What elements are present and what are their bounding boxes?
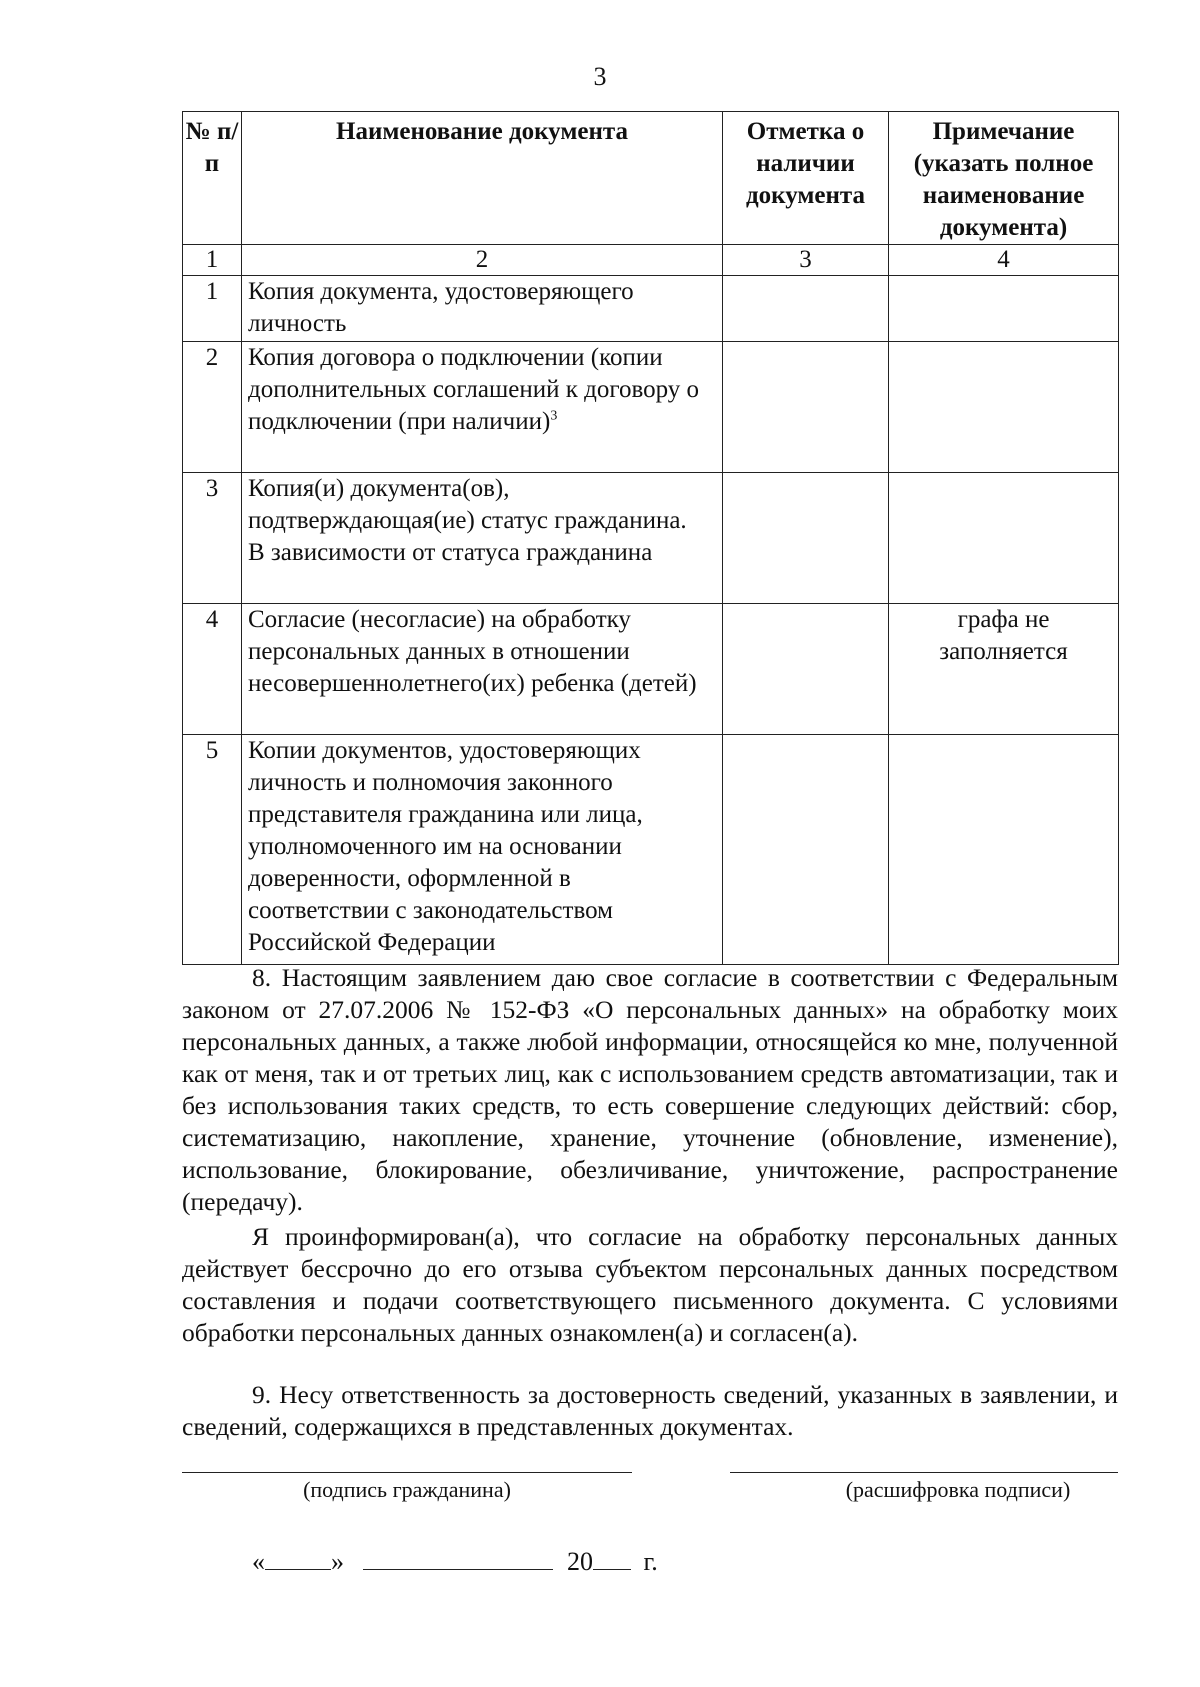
- signature-line[interactable]: [182, 1472, 632, 1473]
- note-cell: графа не заполняется: [889, 604, 1119, 735]
- header-document-name: Наименование документа: [242, 112, 723, 245]
- paragraph-9-text: 9. Несу ответственность за достоверность сведений, указанных в заявлении, и сведений, содержащихся в представленных документах.: [182, 1380, 1118, 1441]
- note-cell[interactable]: [889, 735, 1119, 965]
- year-prefix: 20: [567, 1547, 593, 1576]
- signature-decoding-caption: (расшифровка подписи): [845, 1477, 1071, 1502]
- table-row: [183, 342, 1119, 473]
- table-row: [183, 276, 1119, 342]
- documents-table: [182, 111, 1119, 965]
- note-cell[interactable]: [889, 473, 1119, 604]
- date-open-quote: «: [252, 1547, 265, 1576]
- paragraph-8-text: 8. Настоящим заявлением даю свое согласие в соответствии с Федеральным законом от 27.07.2006 № 152-ФЗ «О персональных данных» на обработку моих персональных данных, а также любой информации, относящейся ко мне, полученной как от меня, так и от третьих лиц, как с использованием средств автоматизации, так и без использования таких средств, то есть совершение следующих действий: сбор, систематизацию, накопление, хранение, уточнение (обновление, изменение), использование, блокирование, обезличивание, уничтожение, распространение (передачу).: [182, 963, 1118, 1216]
- column-numbers-row: [183, 245, 1119, 276]
- column-number: 2: [242, 245, 723, 276]
- table-header-row: [183, 112, 1119, 245]
- document-name: Копия(и) документа(ов), подтверждающая(ие) статус гражданина.: [248, 475, 687, 534]
- row-number: 4: [183, 604, 242, 735]
- header-number: № п/п: [183, 112, 242, 245]
- column-number: 4: [889, 245, 1119, 276]
- table-row: [183, 473, 1119, 604]
- year-blank[interactable]: [593, 1549, 631, 1570]
- note-cell[interactable]: [889, 276, 1119, 342]
- footnote-marker: 3: [550, 408, 558, 424]
- date-close-quote: »: [331, 1547, 344, 1576]
- presence-mark-cell[interactable]: [723, 473, 889, 604]
- page-number: 3: [593, 62, 607, 91]
- presence-mark-cell[interactable]: [723, 735, 889, 965]
- table-row: [183, 604, 1119, 735]
- signature-decoding-line[interactable]: [730, 1472, 1118, 1473]
- row-number: 5: [183, 735, 242, 965]
- document-name-condition: В зависимости от статуса гражданина: [248, 539, 653, 566]
- table-row: [183, 735, 1119, 965]
- document-name: Копия договора о подключении (копии дополнительных соглашений к договору о подключении (при наличии): [248, 344, 700, 435]
- paragraph-9: [182, 1379, 1118, 1443]
- document-name: Копия документа, удостоверяющего личность: [242, 276, 723, 342]
- column-number: 3: [723, 245, 889, 276]
- presence-mark-cell[interactable]: [723, 604, 889, 735]
- paragraph-informed: [182, 1221, 1118, 1349]
- document-name: Согласие (несогласие) на обработку персональных данных в отношении несовершеннолетнего(их) ребенка (детей): [242, 604, 723, 735]
- row-number: 2: [183, 342, 242, 473]
- day-blank[interactable]: [265, 1549, 331, 1570]
- row-number: 3: [183, 473, 242, 604]
- date-line: [252, 1547, 658, 1577]
- row-number: 1: [183, 276, 242, 342]
- presence-mark-cell[interactable]: [723, 276, 889, 342]
- paragraph-informed-text: Я проинформирован(а), что согласие на обработку персональных данных действует бессрочно до его отзыва субъектом персональных данных посредством составления и подачи соответствующего письменного документа. С условиями обработки персональных данных ознакомлен(а) и согласен(а).: [182, 1222, 1118, 1347]
- paragraph-8: [182, 962, 1118, 1218]
- column-number: 1: [183, 245, 242, 276]
- header-note: Примечание (указать полное наименование документа): [889, 112, 1119, 245]
- signature-caption: (подпись гражданина): [303, 1477, 511, 1502]
- document-name-cell: [242, 342, 723, 473]
- month-blank[interactable]: [363, 1549, 553, 1570]
- document-name: Копии документов, удостоверяющих личность и полномочия законного представителя гражданина или лица, уполномоченного им на основании доверенности, оформленной в соответствии с законодательством Российской Федерации: [242, 735, 723, 965]
- header-presence-mark: Отметка о наличии документа: [723, 112, 889, 245]
- presence-mark-cell[interactable]: [723, 342, 889, 473]
- year-suffix: г.: [643, 1547, 658, 1576]
- document-name-cell: [242, 473, 723, 604]
- note-cell[interactable]: [889, 342, 1119, 473]
